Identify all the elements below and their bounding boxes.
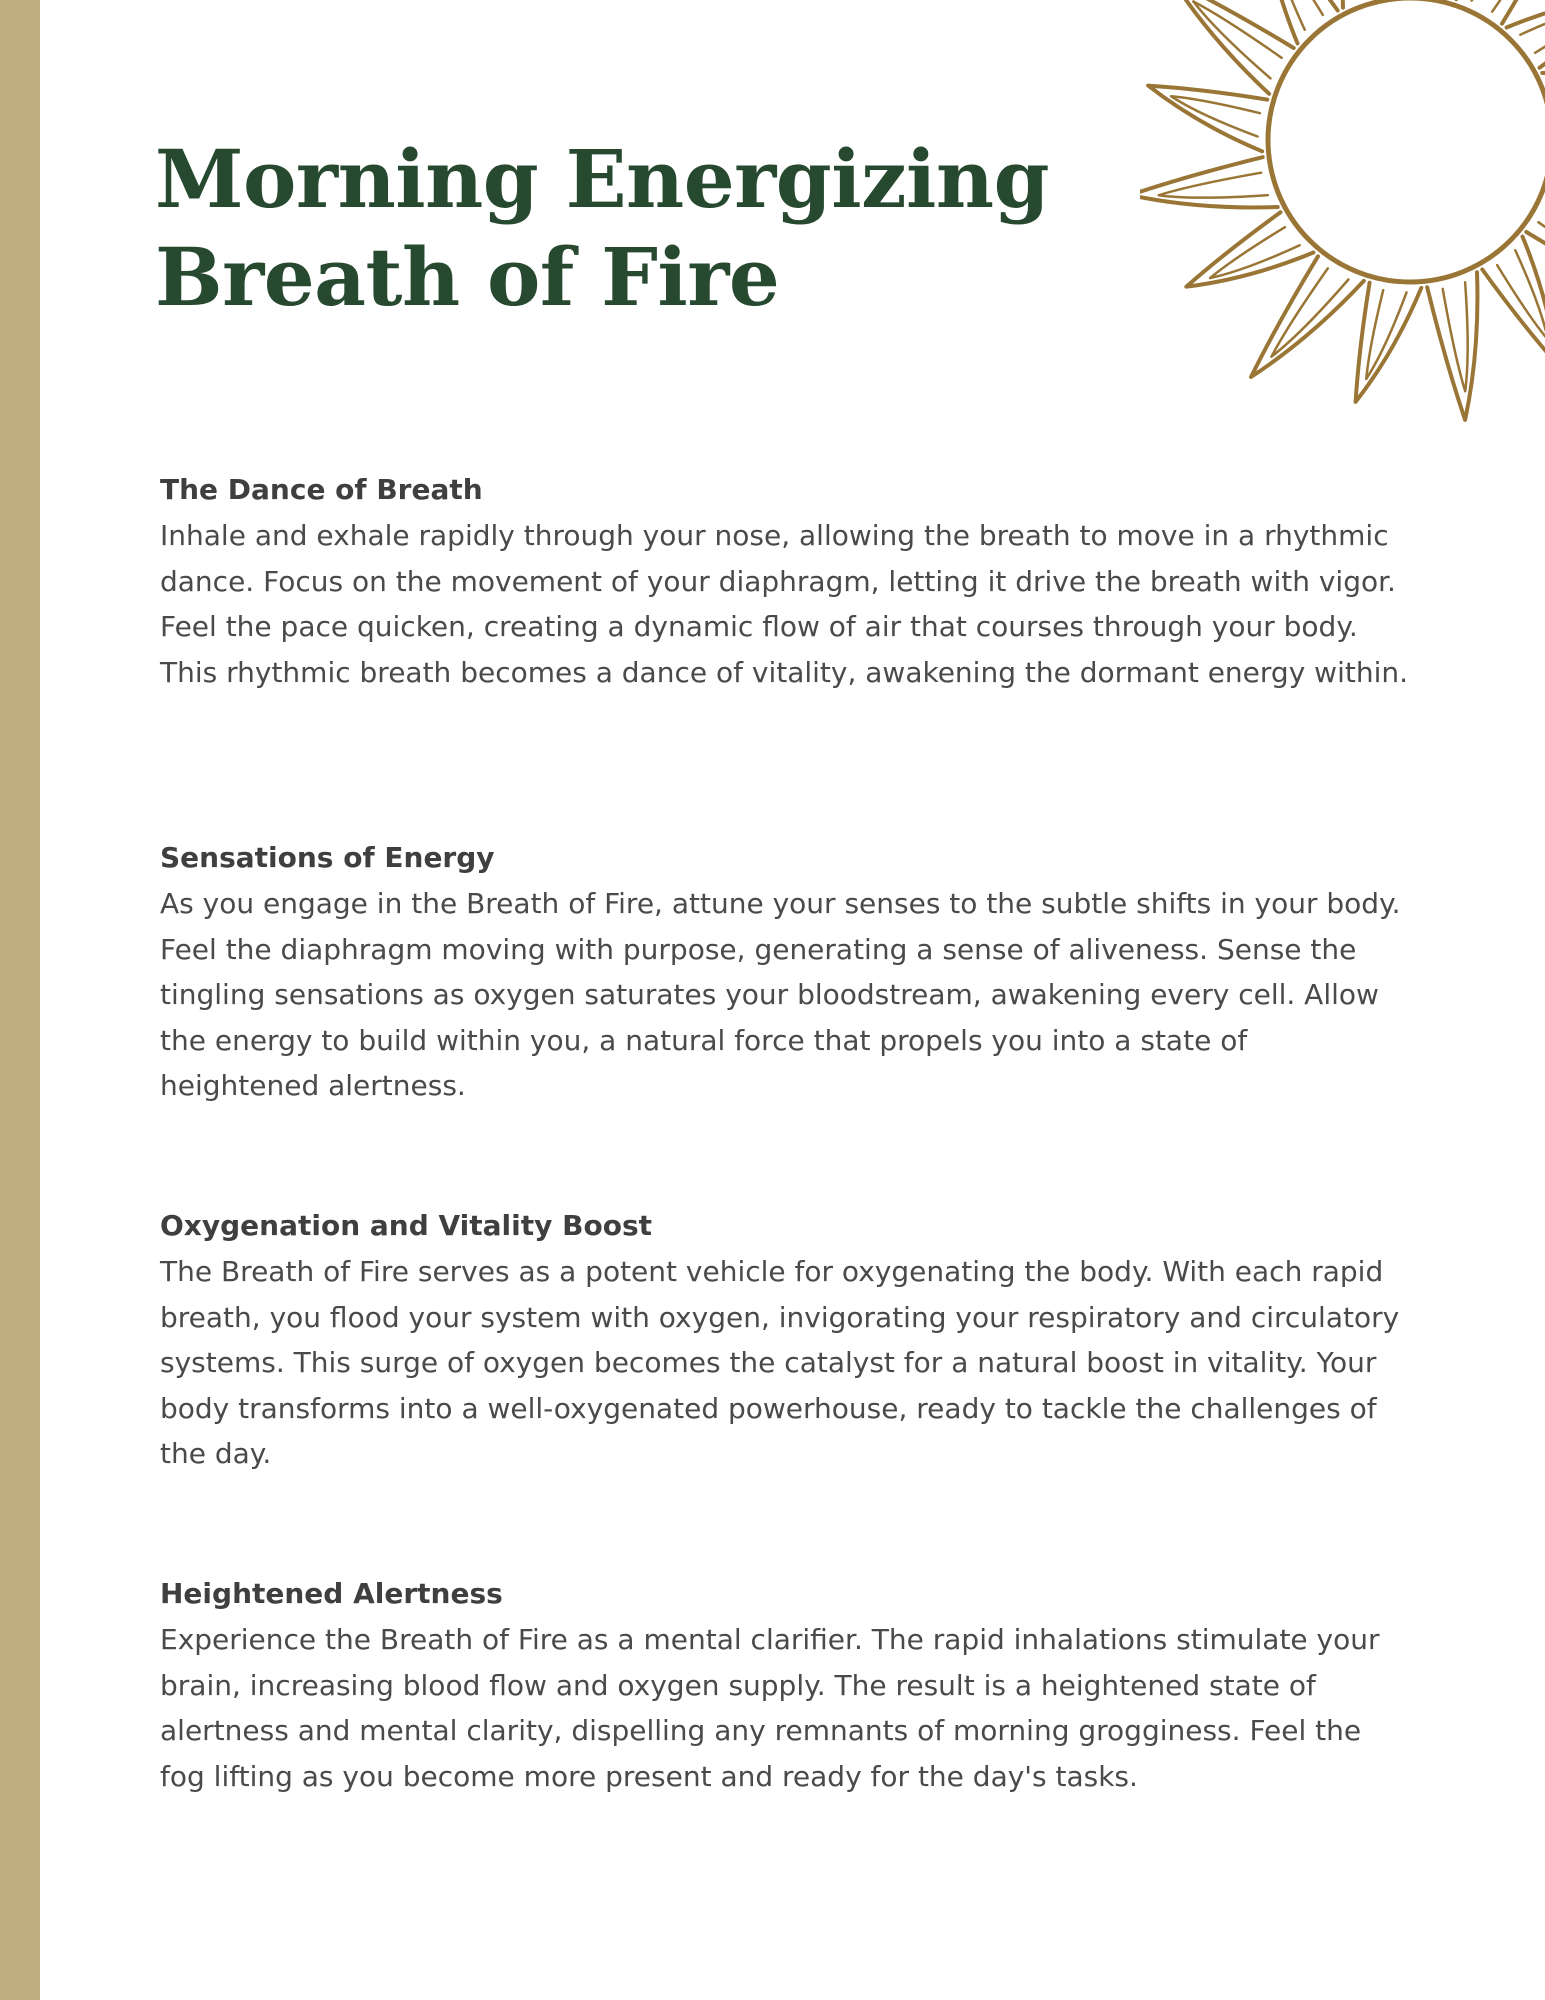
sun-ray (1251, 256, 1364, 377)
sun-ray-line (1538, 222, 1545, 278)
section-oxygenation-vitality (160, 1203, 1410, 1477)
sun-icon (1140, 0, 1545, 460)
section-heading: Oxygenation and Vitality Boost (160, 1209, 652, 1242)
section-heading: The Dance of Breath (160, 473, 483, 506)
title-line-1: Morning Energizing (155, 132, 1050, 226)
title-line-2: Breath of Fire (155, 230, 780, 324)
section-body: Experience the Breath of Fire as a mental clarifier. The rapid inhalations stimulate your brain, increasing blood flow and oxygen supply. The result is a heightened state of alertness and mental clarity, dispelling any remnants of morning grogginess. Feel the fog lifting as you become more present and ready for the day's tasks. (160, 1623, 1380, 1793)
section-body: As you engage in the Breath of Fire, attune your senses to the subtle shifts in your body. Feel the diaphragm moving with purpose, generating a sense of aliveness. Sense the tingling sensations as oxygen saturates your bloodstream, awakening every cell. Allow the energy to build within you, a natural force that propels you into a state of heightened alertness. (160, 887, 1401, 1102)
section-heightened-alertness (160, 1571, 1410, 1799)
sun-ray (1148, 86, 1267, 152)
section-body: Inhale and exhale rapidly through your nose, allowing the breath to move in a rhythmic dance. Focus on the movement of your diaphragm, letting it drive the breath with vigor. Feel the pace quicken, creating a dynamic flow of air that courses through your body. This rhythmic breath becomes a dance of vitality, awakening the dormant energy within. (160, 519, 1408, 689)
sun-ray-line (1465, 282, 1468, 391)
sun-ray (1356, 283, 1422, 402)
left-accent-bar (0, 0, 40, 2000)
sun-ray-line (1159, 173, 1261, 196)
section-dance-of-breath (160, 467, 1410, 695)
sun-ray-line (1159, 195, 1268, 198)
sun-ray-line (1515, 250, 1545, 340)
sun-ray-line (1443, 289, 1466, 391)
section-body: The Breath of Fire serves as a potent vehicle for oxygenating the body. With each rapid breath, you flood your system with oxygen, invigorating your respiratory and circulatory systems. This surge of oxygen becomes the catalyst for a natural boost in vitality. Your body transforms into a well-oxygenated powerhouse, ready to tackle the challenges of the day. (160, 1255, 1400, 1470)
sun-ray (1173, 0, 1294, 94)
section-sensations-of-energy (160, 835, 1410, 1109)
section-heading: Heightened Alertness (160, 1577, 503, 1610)
sun-ray-line (1472, 0, 1545, 1)
sun-ray (1427, 272, 1477, 420)
section-heading: Sensations of Energy (160, 841, 495, 874)
page-title (155, 130, 1049, 326)
sun-ray-line (1492, 0, 1545, 12)
